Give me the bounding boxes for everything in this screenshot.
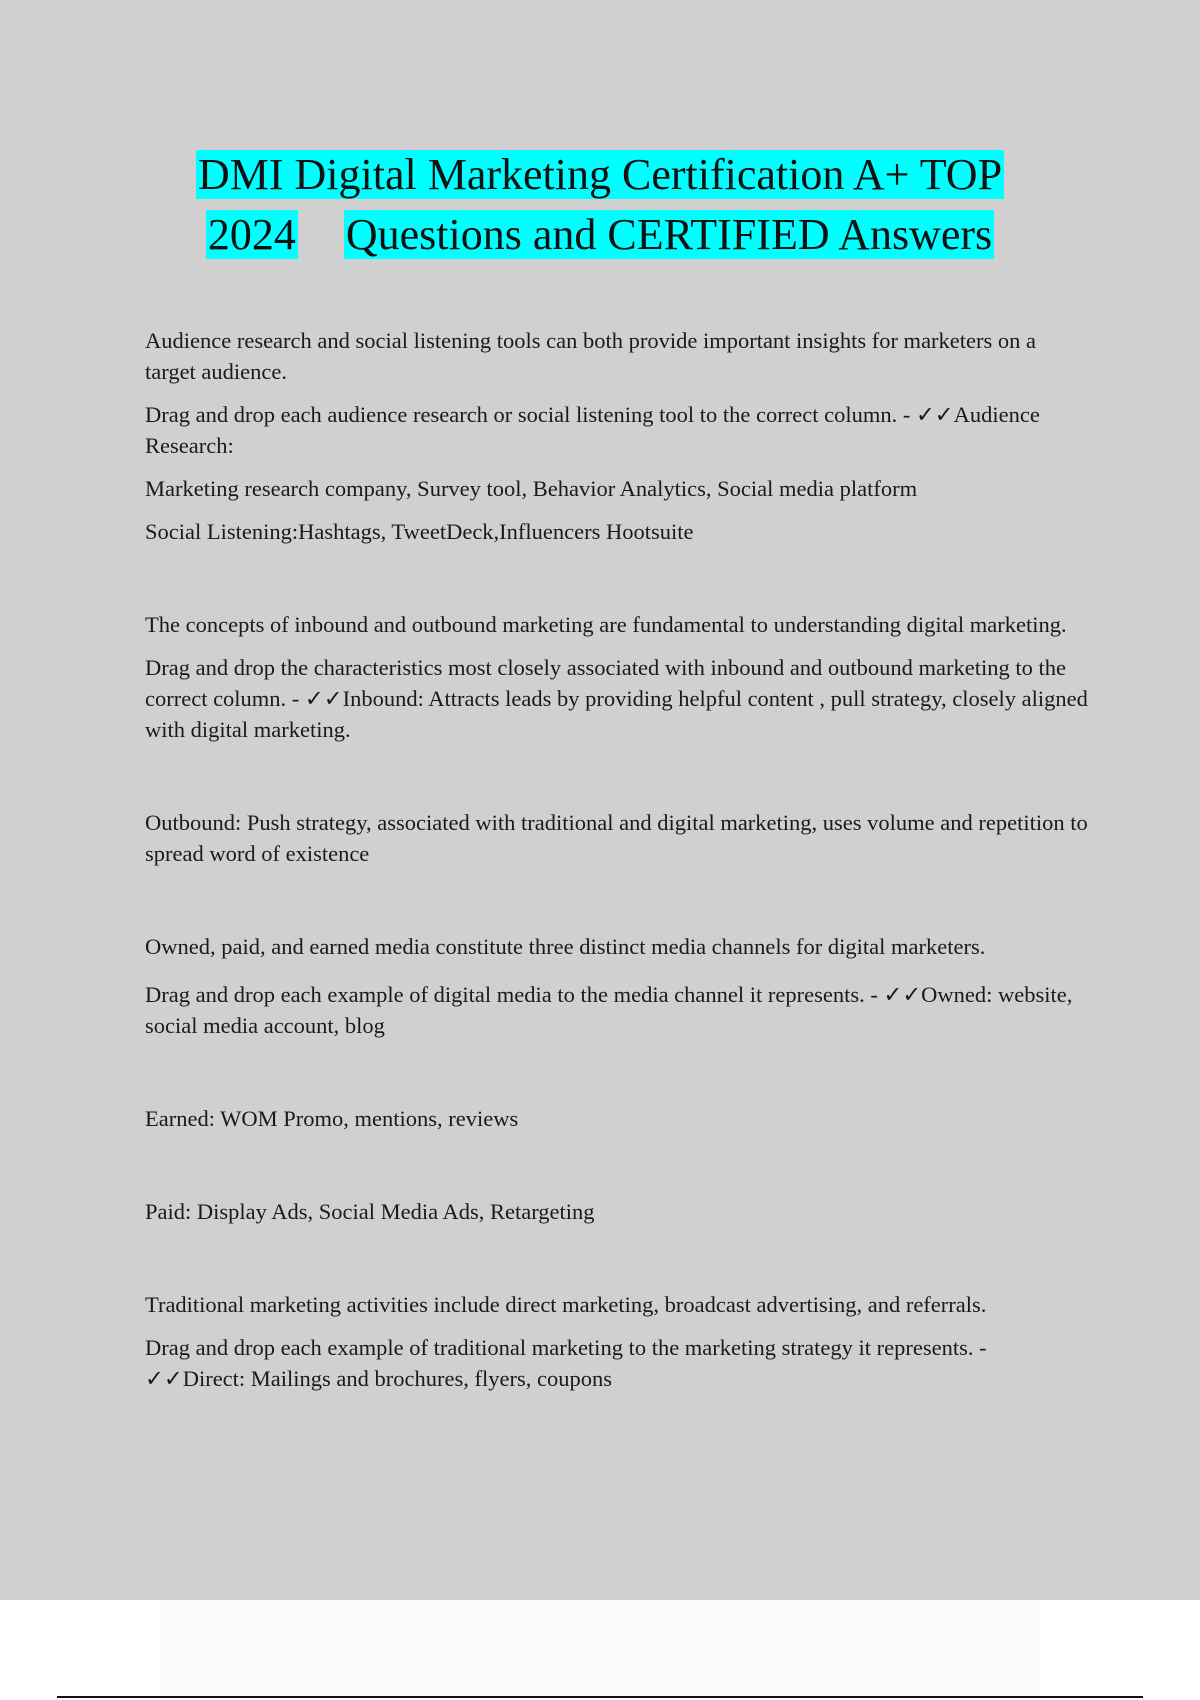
footer-shade [160, 1600, 1040, 1695]
document-title [0, 145, 1200, 265]
paragraph: Earned: WOM Promo, mentions, reviews [145, 1106, 519, 1131]
title-text-2a: 2024 [207, 210, 296, 259]
paragraph: Drag and drop each example of traditional marketing to the marketing strategy it represents. - ✓✓Direct: Mailings and brochures, flyers, coupons [145, 1335, 987, 1391]
paragraph: Audience research and social listening tools can both provide important insights for marketers on a target audience. [145, 328, 1037, 384]
title-text-2b: Questions and CERTIFIED Answers [345, 210, 993, 259]
paragraph: Outbound: Push strategy, associated with traditional and digital marketing, uses volume and repetition to spread word of existence [145, 810, 1088, 866]
paragraph: Drag and drop each example of digital media to the media channel it represents. - ✓✓Owned: website, social media account, blog [145, 982, 1073, 1038]
document-body [145, 325, 1090, 1394]
paragraph: Social Listening:Hashtags, TweetDeck,Influencers Hootsuite [145, 519, 694, 544]
paragraph: Marketing research company, Survey tool, Behavior Analytics, Social media platform [145, 476, 918, 501]
title-line-1 [0, 145, 1200, 205]
paragraph: Traditional marketing activities include direct marketing, broadcast advertising, and referrals. [145, 1292, 987, 1317]
paragraph: Drag and drop the characteristics most closely associated with inbound and outbound marketing to the correct column. - ✓✓Inbound: Attracts leads by providing helpful content , pull strategy, closely aligned with digital marketing. [145, 655, 1088, 742]
title-text-1: DMI Digital Marketing Certification A+ TOP [197, 150, 1003, 199]
paragraph: Owned, paid, and earned media constitute three distinct media channels for digital marketers. [145, 934, 986, 959]
paragraph: Drag and drop each audience research or social listening tool to the correct column. - ✓✓Audience Research: [145, 402, 1040, 458]
footer-rule [57, 1696, 1143, 1698]
title-line-2 [0, 205, 1200, 265]
paragraph: The concepts of inbound and outbound marketing are fundamental to understanding digital marketing. [145, 612, 1067, 637]
paragraph: Paid: Display Ads, Social Media Ads, Retargeting [145, 1199, 595, 1224]
page-footer-area [0, 1600, 1200, 1700]
